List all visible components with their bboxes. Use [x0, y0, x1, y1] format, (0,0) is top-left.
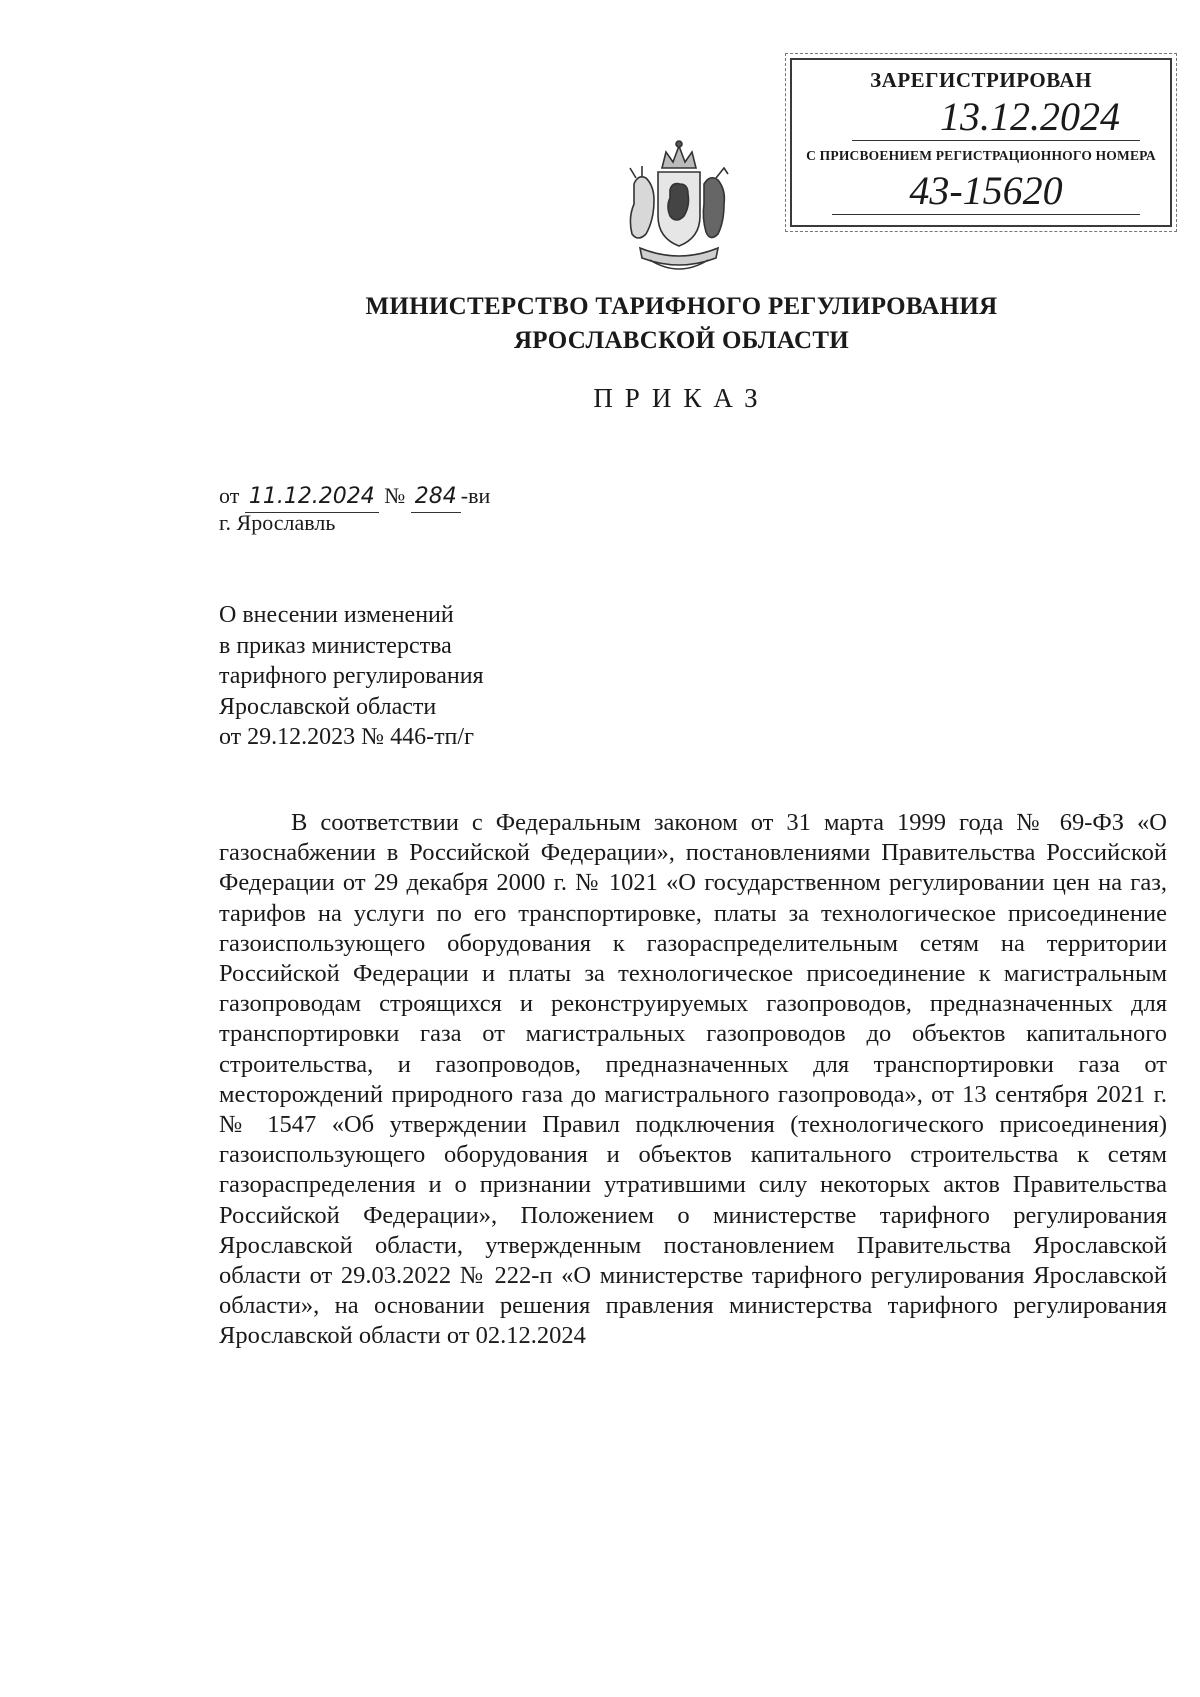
document-type-title: ПРИКАЗ	[593, 383, 770, 413]
stamp-registration-number: 43-15620	[832, 168, 1140, 215]
order-from-label: от	[219, 483, 240, 508]
order-number-label: №	[384, 483, 406, 508]
order-number: 284	[411, 482, 461, 513]
subject-line: в приказ министерства	[219, 632, 452, 659]
stamp-caption: С ПРИСВОЕНИЕМ РЕГИСТРАЦИОННОГО НОМЕРА	[806, 148, 1156, 163]
ministry-line-2: ЯРОСЛАВСКОЙ ОБЛАСТИ	[513, 327, 850, 354]
order-subject	[219, 600, 484, 753]
ministry-heading	[0, 290, 1200, 358]
body-paragraph: В соответствии с Федеральным законом от 31 марта 1999 года № 69-ФЗ «О газоснабжении в Российской Федерации», постановлениями Правительства Российской Федерации от 29 декабря 2000 г. № 1021 «О государственном регулировании цен на газ, тарифов на услуги по его транспортировке, платы за технологическое присоединение газоиспользующего оборудования к газораспределительным сетям на территории Российской Федерации и платы за технологическое присоединение к магистральным газопроводам строящихся и реконструируемых газопроводов, предназначенных для транспортировки газа от магистральных газопроводов до объектов капитального строительства, и газопроводов, предназначенных для транспортировки газа от месторождений природного газа до магистрального газопровода», от 13 сентября 2021 г. № 1547 «Об утверждении Правил подключения (технологического присоединения) газоиспользующего оборудования и объектов капитального строительства к сетям газораспределения и о признании утратившими силу некоторых актов Правительства Российской Федерации», Положением о министерстве тарифного регулирования Ярославской области, утвержденным постановлением Правительства Ярославской области от 29.03.2022 № 222-п «О министерстве тарифного регулирования Ярославской области», на основании решения правления министерства тарифного регулирования Ярославской области от 02.12.2024	[219, 809, 1167, 1350]
ministry-line-1: МИНИСТЕРСТВО ТАРИФНОГО РЕГУЛИРОВАНИЯ	[365, 293, 998, 320]
order-city: г. Ярославль	[219, 510, 336, 535]
order-date: 11.12.2024	[245, 482, 379, 513]
subject-line: Ярославской области	[219, 693, 437, 720]
order-date-number-line	[219, 481, 490, 513]
subject-line: тарифного регулирования	[219, 663, 484, 689]
registration-stamp	[790, 58, 1172, 227]
coat-of-arms-icon	[620, 138, 738, 278]
subject-line: О внесении изменений	[219, 602, 454, 628]
order-body	[219, 808, 1167, 1352]
stamp-date: 13.12.2024	[852, 94, 1140, 141]
order-number-suffix: -ви	[460, 483, 491, 508]
stamp-title: ЗАРЕГИСТРИРОВАН	[870, 68, 1092, 92]
subject-line: от 29.12.2023 № 446-тп/г	[219, 724, 474, 750]
